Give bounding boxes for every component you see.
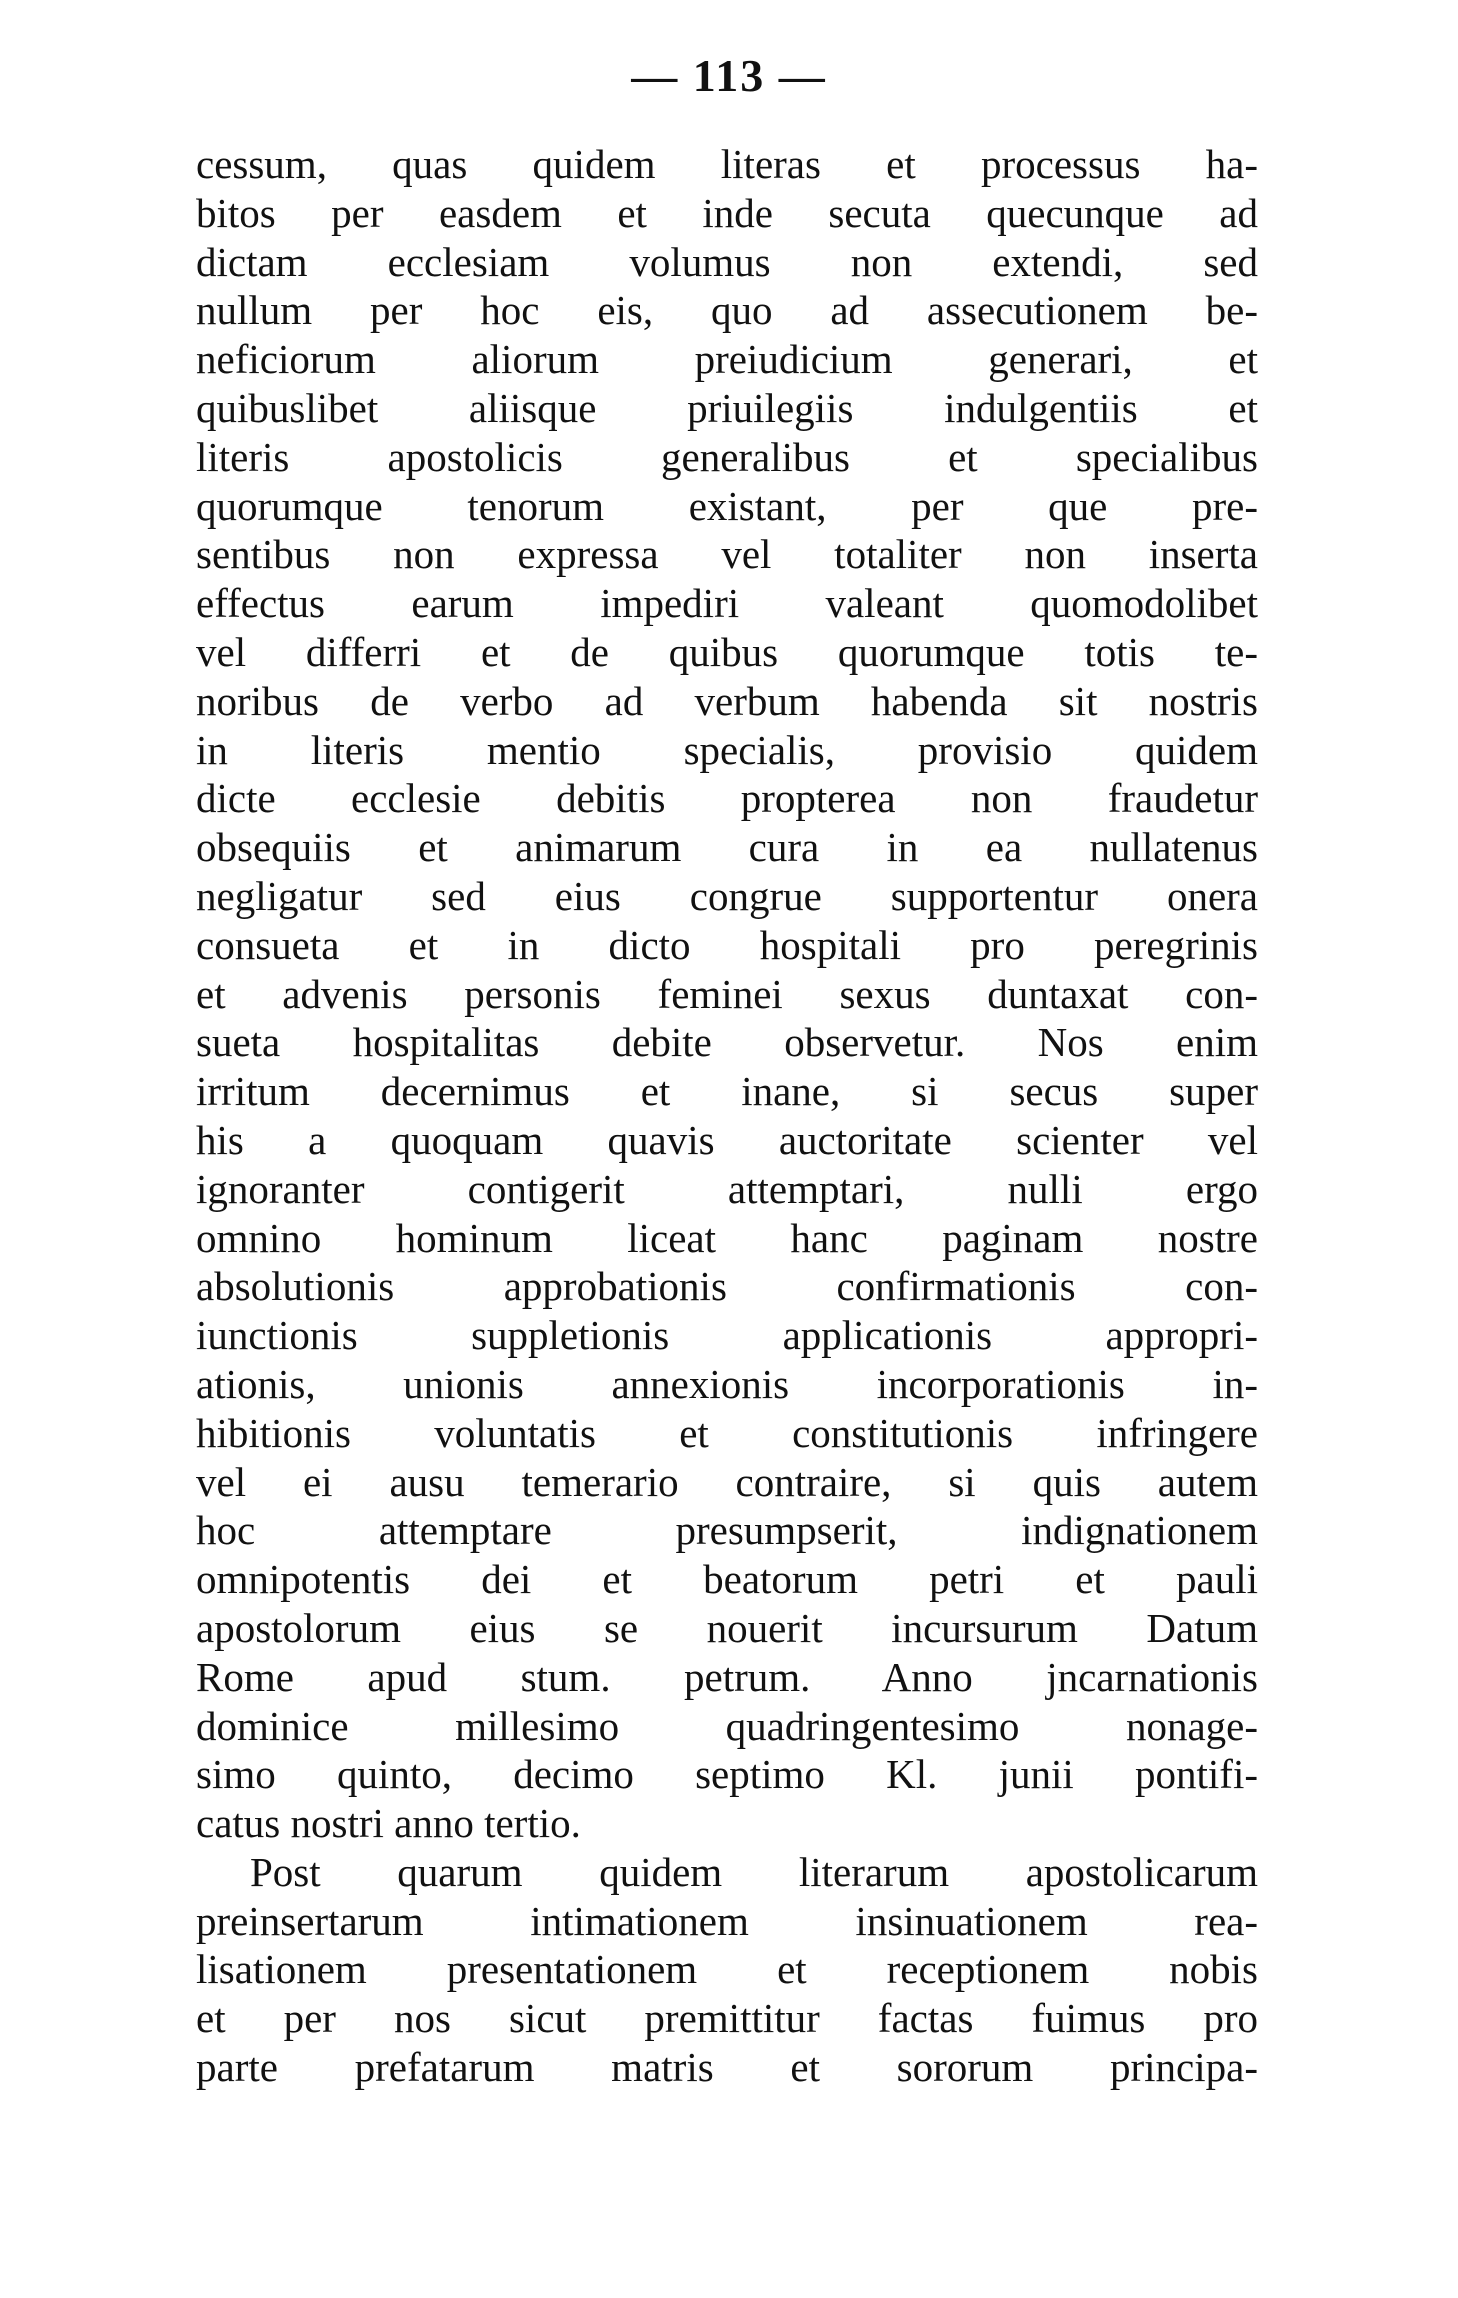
text-line: bitos per easdem et inde secuta quecunque ad [196, 189, 1258, 236]
text-line: lisationem presentationem et receptionem nobis [196, 1946, 1258, 1993]
text-line: hibitionis voluntatis et constitutionis infringere [196, 1409, 1258, 1456]
text-line: simo quinto, decimo septimo Kl. junii pontifi- [196, 1751, 1258, 1798]
text-line: et advenis personis feminei sexus duntaxat con- [196, 970, 1258, 1017]
text-line: negligatur sed eius congrue supportentur onera [196, 872, 1258, 919]
text-line: his a quoquam quavis auctoritate scienter vel [196, 1116, 1258, 1163]
text-line: apostolorum eius se nouerit incursurum Datum [196, 1604, 1258, 1651]
text-line: neficiorum aliorum preiudicium generari, et [196, 336, 1258, 383]
text-line: iunctionis suppletionis applicationis appropri- [196, 1312, 1258, 1359]
text-line: in literis mentio specialis, provisio quidem [196, 726, 1258, 773]
text-line: ationis, unionis annexionis incorporationis in- [196, 1360, 1258, 1407]
text-line: vel differri et de quibus quorumque totis te- [196, 628, 1258, 675]
text-line: noribus de verbo ad verbum habenda sit nostris [196, 677, 1258, 724]
text-line: et per nos sicut premittitur factas fuimus pro [196, 1995, 1258, 2042]
text-line: Rome apud stum. petrum. Anno jncarnationis [196, 1653, 1258, 1700]
text-line: omnipotentis dei et beatorum petri et pauli [196, 1556, 1258, 1603]
text-line: parte prefatarum matris et sororum principa- [196, 2044, 1258, 2091]
text-line: dictam ecclesiam volumus non extendi, sed [196, 238, 1258, 285]
text-line: vel ei ausu temerario contraire, si quis autem [196, 1458, 1258, 1505]
text-line: quorumque tenorum existant, per que pre- [196, 482, 1258, 529]
text-line: nullum per hoc eis, quo ad assecutionem be- [196, 287, 1258, 334]
body-text [196, 140, 1258, 2092]
text-line: cessum, quas quidem literas et processus ha- [196, 141, 1258, 187]
text-line: effectus earum impediri valeant quomodolibet [196, 580, 1258, 627]
text-line: consueta et in dicto hospitali pro peregrinis [196, 921, 1258, 968]
text-line: quibuslibet aliisque priuilegiis indulgentiis et [196, 384, 1258, 431]
text-line: sueta hospitalitas debite observetur. Nos enim [196, 1019, 1258, 1066]
page-number-heading: — 113 — [631, 50, 827, 101]
text-line: ignoranter contigerit attemptari, nulli ergo [196, 1165, 1258, 1212]
text-line: dominice millesimo quadringentesimo nonage- [196, 1702, 1258, 1749]
text-line: preinsertarum intimationem insinuationem rea- [196, 1897, 1258, 1944]
text-line: sentibus non expressa vel totaliter non inserta [196, 531, 1258, 578]
text-line: Post quarum quidem literarum apostolicarum [250, 1848, 1258, 1895]
text-line: dicte ecclesie debitis propterea non fraudetur [196, 775, 1258, 822]
text-line: omnino hominum liceat hanc paginam nostre [196, 1214, 1258, 1261]
text-line: literis apostolicis generalibus et specialibus [196, 433, 1258, 480]
text-line: absolutionis approbationis confirmationis con- [196, 1263, 1258, 1310]
text-line: catus nostri anno tertio. [196, 1800, 581, 1847]
text-line: irritum decernimus et inane, si secus super [196, 1068, 1258, 1115]
text-line: hoc attemptare presumpserit, indignationem [196, 1507, 1258, 1554]
text-line: obsequiis et animarum cura in ea nullatenus [196, 824, 1258, 871]
